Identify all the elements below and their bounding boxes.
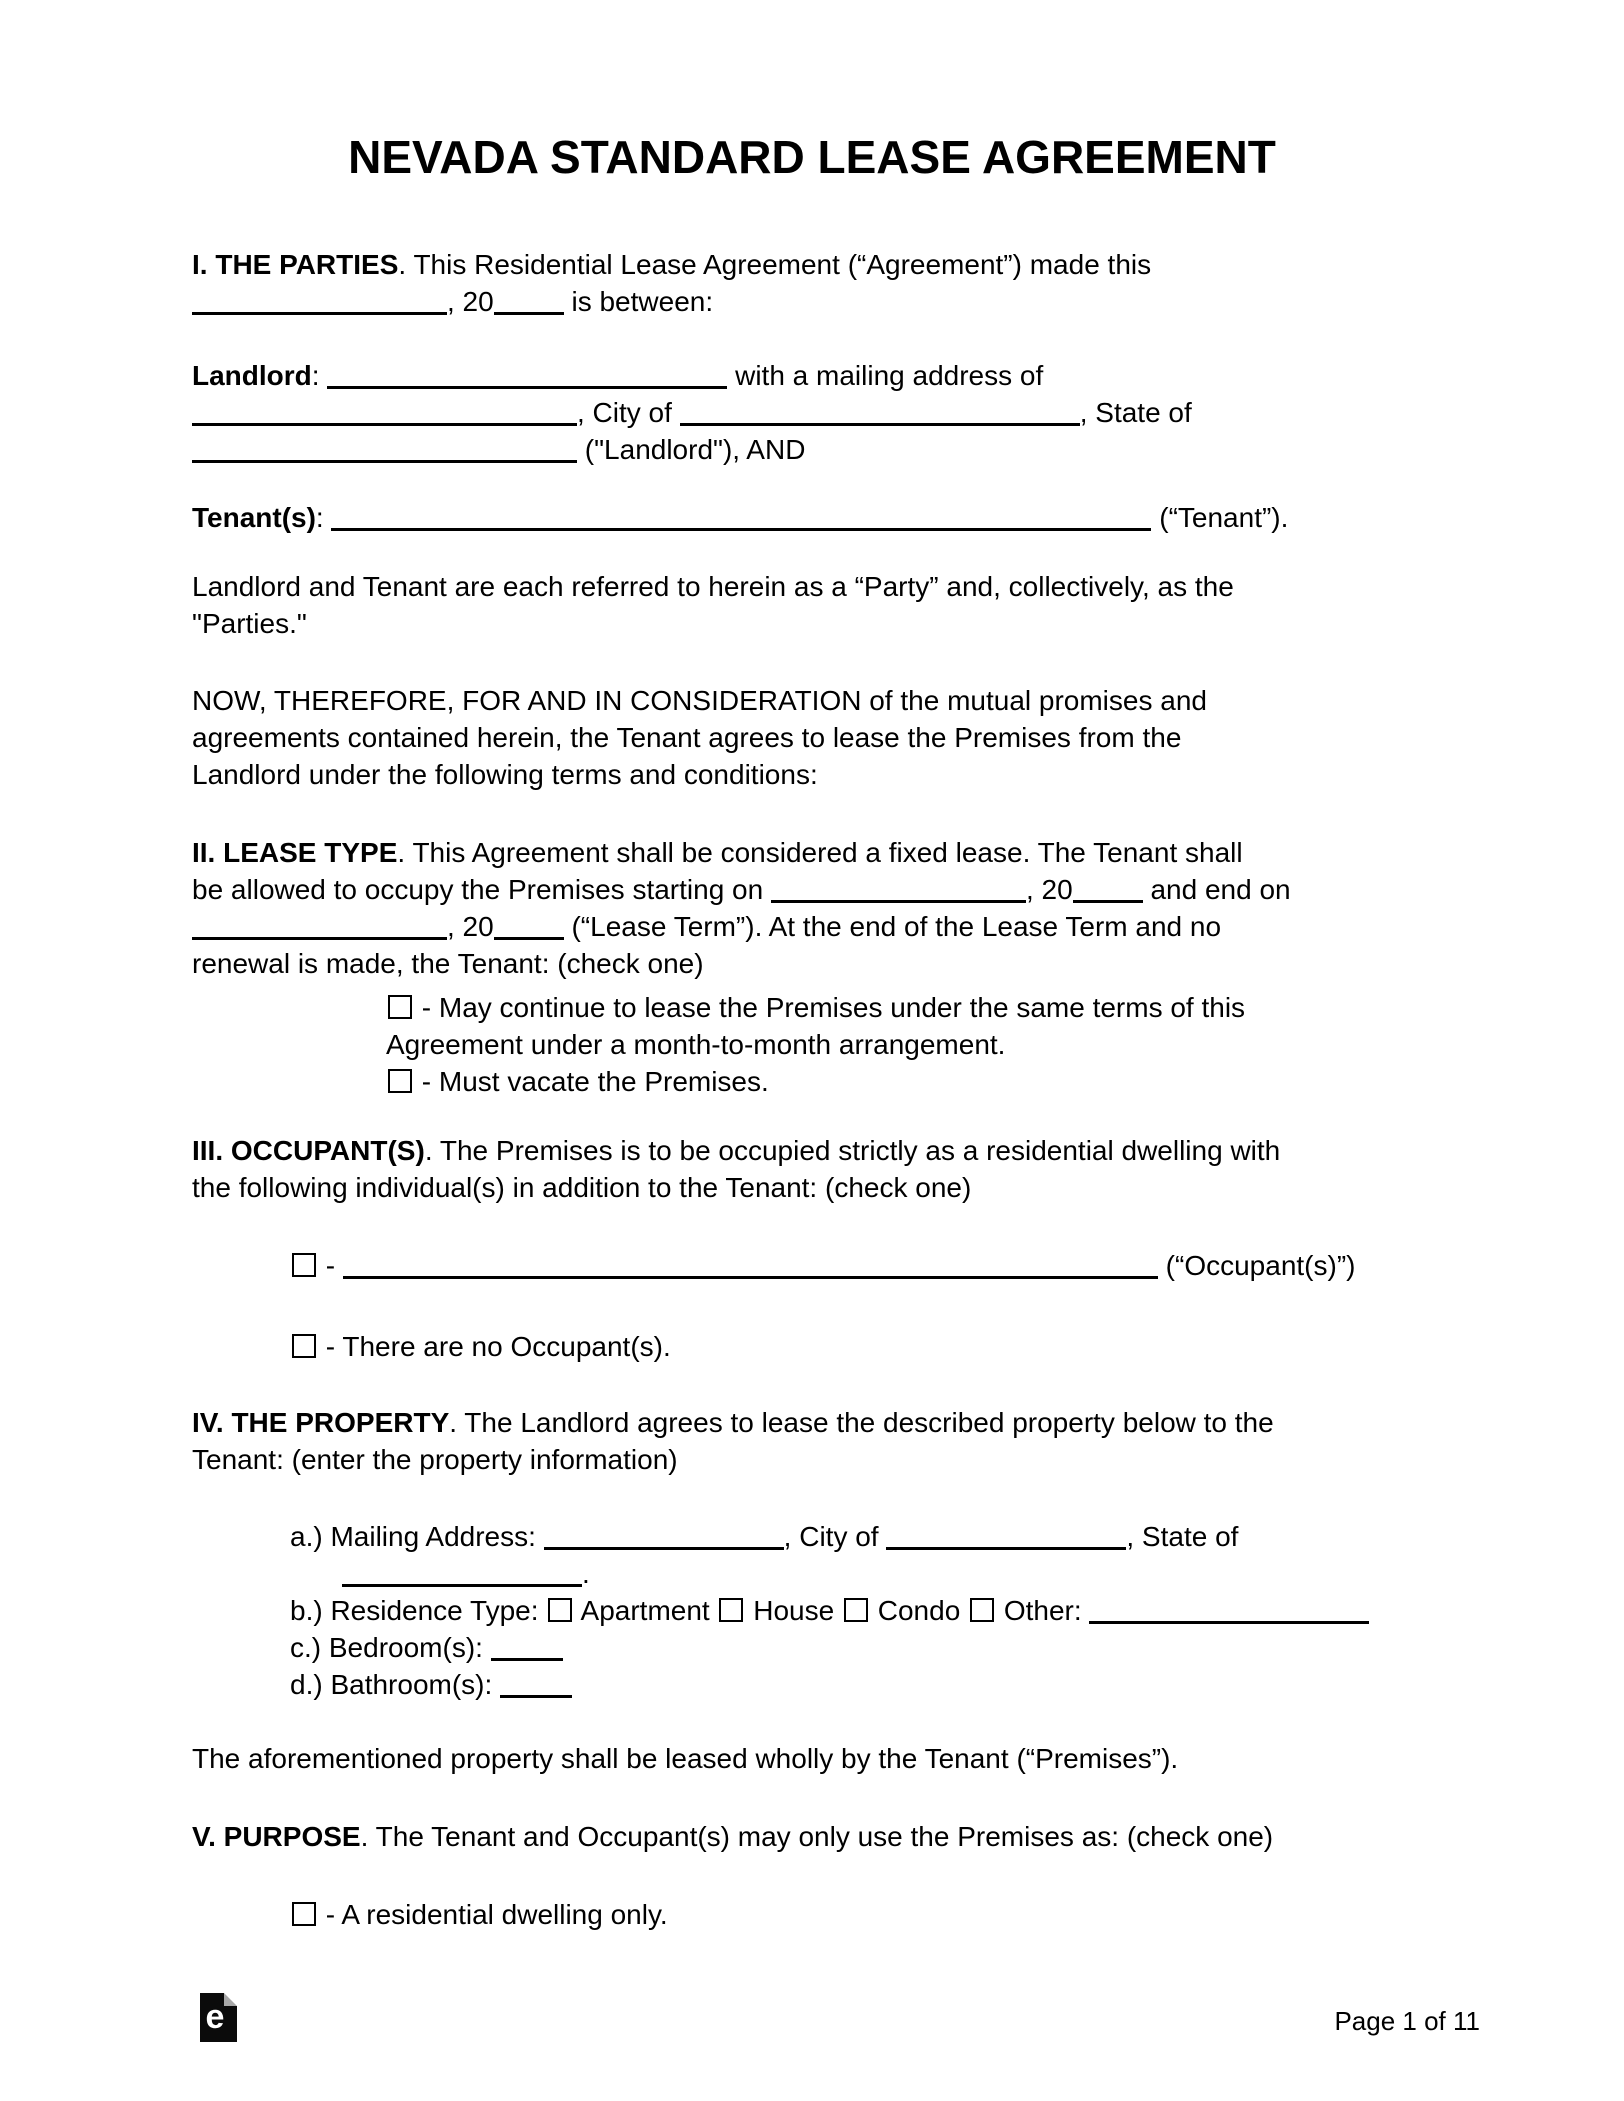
purpose-option bbox=[290, 1896, 1480, 1933]
text: NOW, THEREFORE, FOR AND IN CONSIDERATION of the mutual promises and bbox=[192, 685, 1207, 716]
text: - bbox=[318, 1250, 343, 1281]
parties-definition bbox=[192, 568, 1480, 642]
premises-clause bbox=[192, 1740, 1480, 1777]
text: . bbox=[582, 1558, 590, 1589]
text: "Parties." bbox=[192, 608, 307, 639]
eforms-logo-letter: e bbox=[205, 1998, 225, 2036]
blank-field[interactable] bbox=[1089, 1619, 1369, 1624]
text-line bbox=[290, 1518, 1480, 1555]
section-3-occupants bbox=[192, 1132, 1480, 1206]
text: Landlord under the following terms and conditions: bbox=[192, 759, 818, 790]
text: (“Tenant”). bbox=[1151, 502, 1289, 533]
section-2-lease-type bbox=[192, 834, 1480, 982]
checkbox[interactable] bbox=[970, 1598, 994, 1622]
checkbox[interactable] bbox=[719, 1598, 743, 1622]
document-title: NEVADA STANDARD LEASE AGREEMENT bbox=[348, 131, 1276, 183]
text: Tenant: (enter the property information) bbox=[192, 1444, 678, 1475]
blank-field[interactable] bbox=[500, 1693, 572, 1698]
text: . This Residential Lease Agreement (“Agreement”) made this bbox=[398, 249, 1152, 280]
text: The aforementioned property shall be leased wholly by the Tenant (“Premises”). bbox=[192, 1743, 1179, 1774]
text: the following individual(s) in addition to the Tenant: (check one) bbox=[192, 1172, 972, 1203]
text-line bbox=[192, 908, 1480, 945]
text: renewal is made, the Tenant: (check one) bbox=[192, 948, 704, 979]
bold-text: Tenant(s) bbox=[192, 502, 316, 533]
text: , State of bbox=[1126, 1521, 1239, 1552]
text-line bbox=[342, 1555, 1480, 1592]
text: Agreement under a month-to-month arrangement. bbox=[386, 1029, 1006, 1060]
text-line bbox=[386, 1063, 1480, 1100]
text-line bbox=[192, 1404, 1480, 1441]
occupants-option-none bbox=[290, 1328, 1480, 1365]
checkbox[interactable] bbox=[548, 1598, 572, 1622]
text: b.) Residence Type: bbox=[290, 1595, 547, 1626]
text-line bbox=[192, 1132, 1480, 1169]
text-line bbox=[192, 605, 1480, 642]
blank-field[interactable] bbox=[680, 421, 1080, 426]
bold-text: III. OCCUPANT(S) bbox=[192, 1135, 425, 1166]
text-line bbox=[290, 1666, 1480, 1703]
text: a.) Mailing Address: bbox=[290, 1521, 544, 1552]
section-4-property bbox=[192, 1404, 1480, 1478]
text: - There are no Occupant(s). bbox=[318, 1331, 671, 1362]
text-line bbox=[192, 719, 1480, 756]
text-line bbox=[192, 1740, 1480, 1777]
occupants-option-named bbox=[290, 1247, 1480, 1284]
text-line bbox=[192, 834, 1480, 871]
lease-type-options bbox=[386, 989, 1480, 1100]
text: (“Occupant(s)”) bbox=[1157, 1250, 1356, 1281]
page-number: Page 1 of 11 bbox=[1334, 2006, 1480, 2036]
text-line bbox=[192, 945, 1480, 982]
text: is between: bbox=[563, 286, 714, 317]
text: House bbox=[745, 1595, 842, 1626]
text: . The Tenant and Occupant(s) may only use the Premises as: (check one) bbox=[360, 1821, 1274, 1852]
bold-text: IV. THE PROPERTY bbox=[192, 1407, 450, 1438]
text: c.) Bedroom(s): bbox=[290, 1632, 491, 1663]
blank-field[interactable] bbox=[544, 1545, 784, 1550]
text: , City of bbox=[783, 1521, 887, 1552]
text-line bbox=[386, 1026, 1480, 1063]
text-line bbox=[192, 394, 1480, 431]
text-line bbox=[192, 246, 1480, 283]
text: - Must vacate the Premises. bbox=[414, 1066, 769, 1097]
tenant-clause bbox=[192, 499, 1480, 536]
blank-field[interactable] bbox=[886, 1545, 1126, 1550]
text-line bbox=[192, 1818, 1480, 1855]
checkbox[interactable] bbox=[292, 1334, 316, 1358]
text-line bbox=[192, 499, 1480, 536]
blank-field[interactable] bbox=[331, 526, 1151, 531]
checkbox[interactable] bbox=[292, 1902, 316, 1926]
text-line bbox=[386, 989, 1480, 1026]
bold-text: I. THE PARTIES bbox=[192, 249, 399, 280]
document-body bbox=[192, 246, 1480, 1933]
checkbox[interactable] bbox=[844, 1598, 868, 1622]
blank-field[interactable] bbox=[192, 935, 447, 940]
text-line bbox=[290, 1592, 1480, 1629]
text: - A residential dwelling only. bbox=[318, 1899, 668, 1930]
text-line bbox=[192, 682, 1480, 719]
text-line bbox=[290, 1328, 1480, 1365]
blank-field[interactable] bbox=[491, 1656, 563, 1661]
text-line bbox=[192, 1169, 1480, 1206]
text-line bbox=[192, 871, 1480, 908]
text: , 20 bbox=[1025, 874, 1073, 905]
text: and end on bbox=[1142, 874, 1291, 905]
text-line bbox=[290, 1247, 1480, 1284]
bold-text: II. LEASE TYPE bbox=[192, 837, 398, 868]
text: ("Landlord"), AND bbox=[577, 434, 806, 465]
blank-field[interactable] bbox=[494, 935, 564, 940]
text: , 20 bbox=[447, 911, 494, 942]
text: : bbox=[315, 502, 332, 533]
eforms-logo-icon bbox=[200, 1993, 237, 2042]
text-line bbox=[192, 1441, 1480, 1478]
text: be allowed to occupy the Premises starting on bbox=[192, 874, 771, 905]
text: Condo bbox=[869, 1595, 969, 1626]
text: d.) Bathroom(s): bbox=[290, 1669, 501, 1700]
text: (“Lease Term”). At the end of the Lease Term and no bbox=[563, 911, 1222, 942]
blank-field[interactable] bbox=[771, 898, 1026, 903]
text: agreements contained herein, the Tenant agrees to lease the Premises from the bbox=[192, 722, 1182, 753]
text-line bbox=[290, 1896, 1480, 1933]
section-1-parties bbox=[192, 246, 1480, 320]
text: . This Agreement shall be considered a fixed lease. The Tenant shall bbox=[397, 837, 1243, 868]
text: Landlord and Tenant are each referred to herein as a “Party” and, collectively, as the bbox=[192, 571, 1234, 602]
bold-text: V. PURPOSE bbox=[192, 1821, 361, 1852]
text-line bbox=[192, 283, 1480, 320]
text-line bbox=[192, 756, 1480, 793]
text: . The Premises is to be occupied strictly as a residential dwelling with bbox=[424, 1135, 1281, 1166]
text: , State of bbox=[1079, 397, 1192, 428]
section-5-purpose bbox=[192, 1818, 1480, 1855]
text: . The Landlord agrees to lease the described property below to the bbox=[449, 1407, 1274, 1438]
blank-field[interactable] bbox=[342, 1582, 582, 1587]
blank-field[interactable] bbox=[1073, 898, 1143, 903]
text: , City of bbox=[577, 397, 680, 428]
landlord-clause bbox=[192, 357, 1480, 468]
checkbox[interactable] bbox=[388, 995, 412, 1019]
text-line bbox=[192, 568, 1480, 605]
blank-field[interactable] bbox=[343, 1274, 1158, 1279]
property-details bbox=[290, 1518, 1480, 1703]
bold-text: Landlord bbox=[192, 360, 312, 391]
text: Other: bbox=[996, 1595, 1090, 1626]
text: - May continue to lease the Premises under the same terms of this bbox=[414, 992, 1246, 1023]
blank-field[interactable] bbox=[192, 310, 447, 315]
text: with a mailing address of bbox=[727, 360, 1044, 391]
consideration-clause bbox=[192, 682, 1480, 793]
checkbox[interactable] bbox=[388, 1069, 412, 1093]
text: , 20 bbox=[447, 286, 494, 317]
text: : bbox=[311, 360, 328, 391]
checkbox[interactable] bbox=[292, 1253, 316, 1277]
text-line bbox=[192, 357, 1480, 394]
blank-field[interactable] bbox=[327, 384, 727, 389]
text-line bbox=[192, 431, 1480, 468]
blank-field[interactable] bbox=[494, 310, 564, 315]
text: Apartment bbox=[574, 1595, 718, 1626]
blank-field[interactable] bbox=[192, 421, 577, 426]
text-line bbox=[290, 1629, 1480, 1666]
blank-field[interactable] bbox=[192, 458, 577, 463]
